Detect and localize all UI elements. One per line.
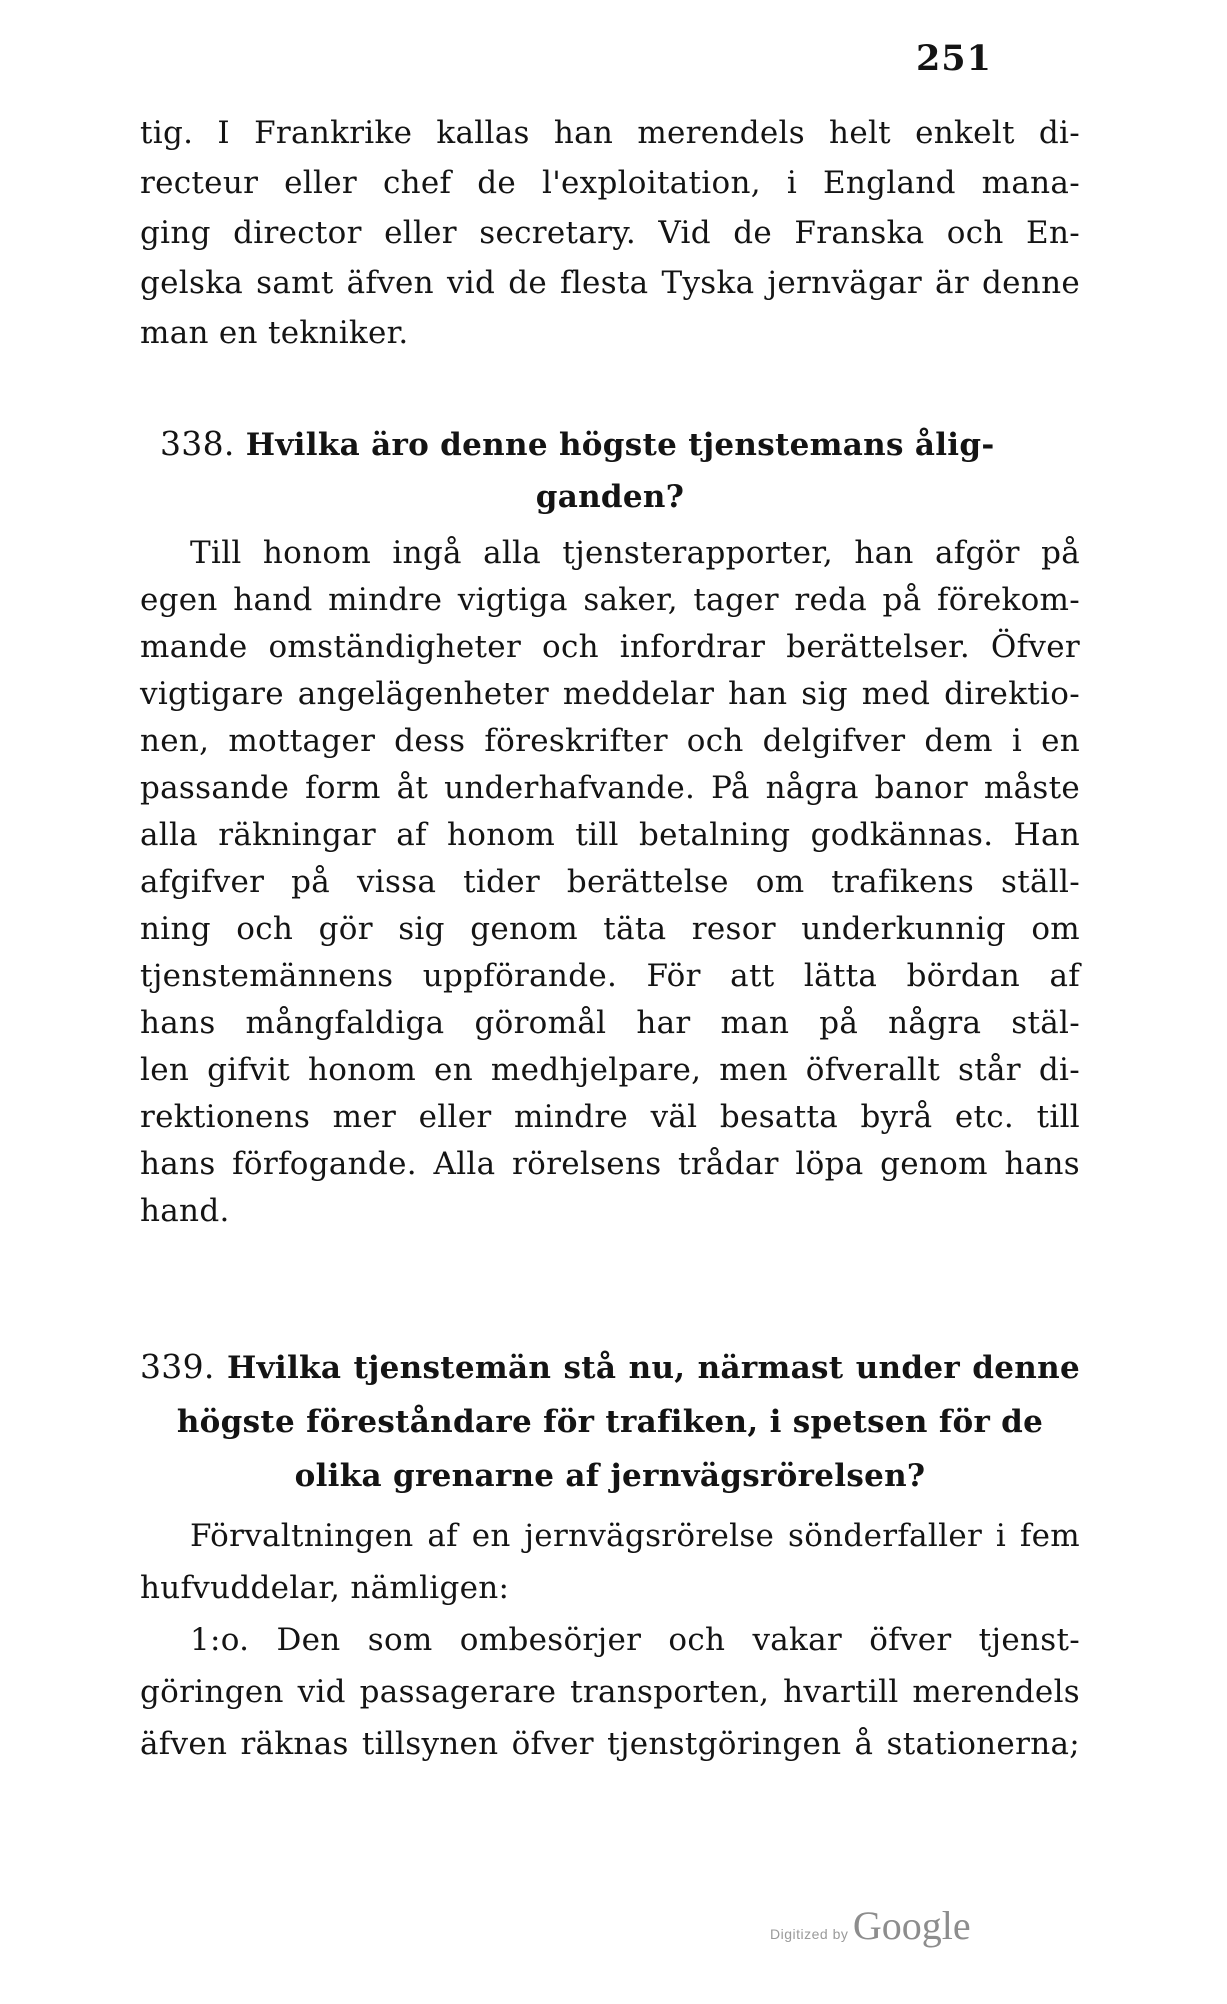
section-339-heading (140, 1340, 1080, 1503)
section-number: 338. (160, 424, 235, 463)
text-line: göringen vid passagerare transporten, hvartill merendels (140, 1674, 1080, 1710)
text-line: ging director eller secretary. Vid de Franska och En- (140, 215, 1080, 251)
text-line: alla räkningar af honom till betalning godkännas. Han (140, 817, 1080, 853)
text-line: 1:o. Den som ombesörjer och vakar öfver tjenst- (190, 1622, 1080, 1658)
section-339-paragraph (140, 1510, 1080, 1770)
text-line: len gifvit honom en medhjelpare, men öfverallt står di- (140, 1052, 1080, 1088)
heading-line (140, 418, 1080, 471)
text-line: mande omständigheter och infordrar berättelser. Öfver (140, 629, 1080, 665)
text-line: Förvaltningen af en jernvägsrörelse sönderfaller i fem (190, 1518, 1080, 1554)
text-line: vigtigare angelägenheter meddelar han sig med direktio- (140, 676, 1080, 712)
section-338-heading (140, 418, 1080, 523)
page-number: 251 (915, 38, 992, 79)
text-line: gelska samt äfven vid de flesta Tyska jernvägar är denne (140, 265, 1080, 301)
text-line: Till honom ingå alla tjensterapporter, han afgör på (190, 535, 1080, 571)
text-line: passande form åt underhafvande. På några banor måste (140, 770, 1080, 806)
heading-line: olika grenarne af jernvägsrörelsen? (294, 1458, 926, 1494)
text-line: hufvuddelar, nämligen: (140, 1570, 510, 1606)
heading-line (140, 1340, 1080, 1395)
text-line: rektionens mer eller mindre väl besatta byrå etc. till (140, 1099, 1080, 1135)
text-line: egen hand mindre vigtiga saker, tager reda på förekom- (140, 582, 1080, 618)
text-line: recteur eller chef de l'exploitation, i England mana- (140, 165, 1080, 201)
digitized-watermark (770, 1902, 971, 1949)
text-line: äfven räknas tillsynen öfver tjenstgöringen å stationerna; (140, 1726, 1080, 1762)
text-line: man en tekniker. (140, 315, 409, 351)
text-line: nen, mottager dess föreskrifter och delgifver dem i en (140, 723, 1080, 759)
section-338-paragraph (140, 530, 1080, 1235)
text-line: hand. (140, 1193, 230, 1229)
heading-text: Hvilka tjenstemän stå nu, närmast under denne (227, 1350, 1081, 1386)
text-line: hans mångfaldiga göromål har man på några stäl- (140, 1005, 1080, 1041)
text-line: tjenstemännens uppförande. För att lätta bördan af (140, 958, 1080, 994)
text-line: hans förfogande. Alla rörelsens trådar löpa genom hans (140, 1146, 1080, 1182)
text-line: tig. I Frankrike kallas han merendels helt enkelt di- (140, 115, 1080, 151)
heading-line: ganden? (535, 479, 685, 515)
text-line: afgifver på vissa tider berättelse om trafikens ställ- (140, 864, 1080, 900)
heading-text: Hvilka äro denne högste tjenstemans ålig- (245, 427, 995, 463)
section-number: 339. (140, 1347, 215, 1386)
text-line: ning och gör sig genom täta resor underkunnig om (140, 911, 1080, 947)
watermark-prefix: Digitized by (770, 1926, 849, 1942)
intro-paragraph (140, 108, 1080, 358)
watermark-brand: Google (852, 1903, 971, 1948)
heading-line: högste föreståndare för trafiken, i spetsen för de (176, 1404, 1044, 1440)
